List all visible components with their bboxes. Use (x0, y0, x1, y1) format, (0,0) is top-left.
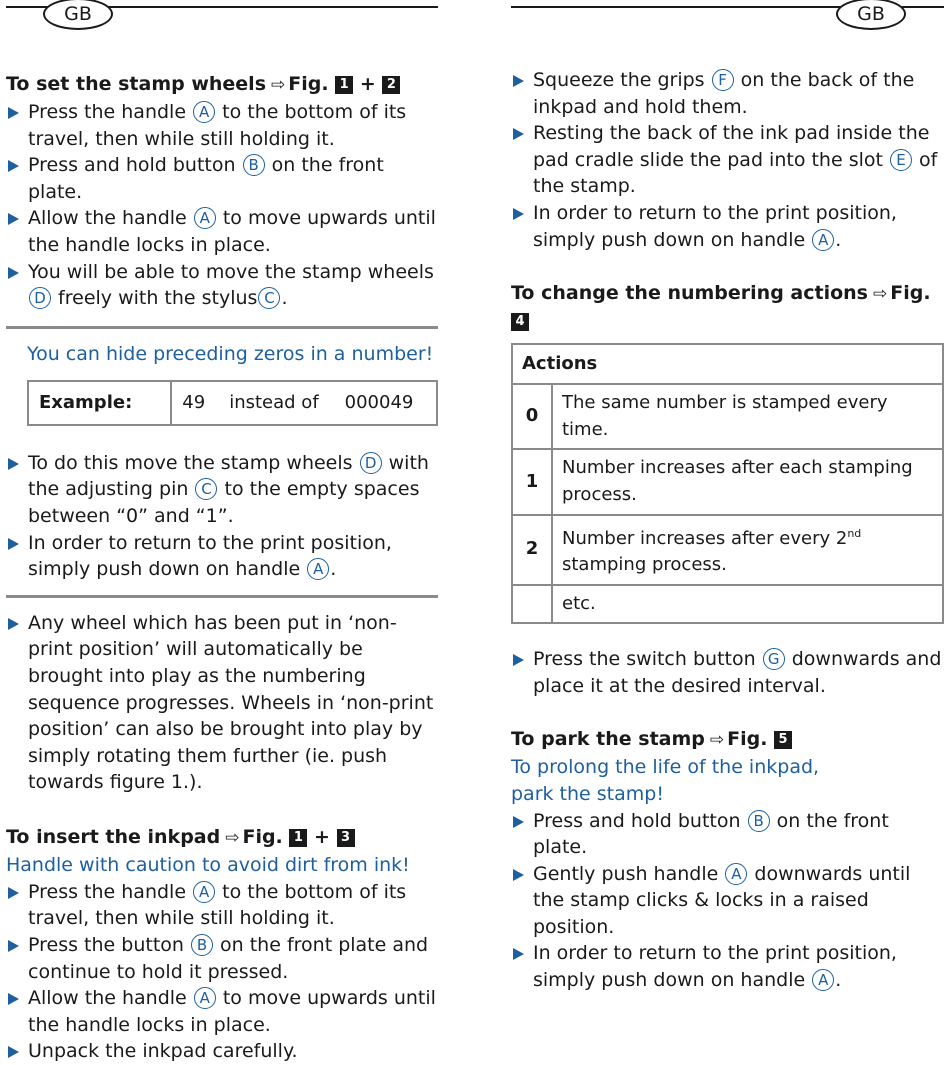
list-item: Resting the back of the ink pad inside the pad cradle slide the pad into the slot E of the stamp. (511, 120, 944, 200)
instruction-list (6, 610, 438, 796)
callout-letter: C (195, 478, 217, 500)
callout-letter: A (194, 987, 216, 1009)
callout-letter: B (243, 154, 265, 176)
callout-letter: D (360, 452, 382, 474)
action-description: etc. (552, 585, 943, 624)
left-column (6, 0, 438, 1065)
action-description: Number increases after each stamping process. (552, 449, 943, 514)
list-item: In order to return to the print position, simply push down on handle A . (511, 200, 944, 253)
list-item: Press the button B on the front plate and continue to hold it pressed. (6, 932, 438, 985)
figure-number-badge: 1 (289, 829, 307, 847)
fig-label: Fig. (727, 727, 768, 750)
right-column (511, 0, 944, 994)
plus-sign: + (359, 73, 376, 95)
callout-letter: D (29, 287, 51, 309)
list-item: Any wheel which has been put in ‘non-print position’ will automatically be brought into play as the numbering sequence progresses. Wheels in ‘non-print position’ can also be brought into play by simply rotating them further (ie. push towards figure 1.). (6, 610, 438, 796)
list-item: To do this move the stamp wheels D with the adjusting pin C to the empty spaces between “0” and “1”. (6, 450, 438, 530)
example-table (27, 380, 438, 426)
section-divider (6, 595, 438, 598)
section-heading-insert-inkpad (6, 824, 438, 852)
example-value: 49 instead of 000049 (171, 381, 437, 425)
action-description: Number increases after every 2nd stamping process. (552, 515, 943, 585)
caution-text: Handle with caution to avoid dirt from ink! (6, 853, 410, 876)
list-item: Press and hold button B on the front plate. (6, 152, 438, 205)
instruction-list (511, 67, 944, 253)
callout-letter: B (191, 934, 213, 956)
arrow-right-icon: ⇨ (709, 729, 725, 750)
list-item: Unpack the inkpad carefully. (6, 1038, 438, 1065)
list-item: Squeeze the grips F on the back of the inkpad and hold them. (511, 67, 944, 120)
section-heading-numbering-actions (511, 280, 944, 335)
instruction-list (6, 879, 438, 1065)
list-item: In order to return to the print position, simply push down on handle A . (6, 530, 438, 583)
tip-text: You can hide preceding zeros in a number! (27, 342, 434, 365)
section-divider (6, 326, 438, 329)
callout-letter: A (307, 558, 329, 580)
list-item: Gently push handle A downwards until the stamp clicks & locks in a raised position. (511, 861, 944, 941)
heading-text: To insert the inkpad (6, 825, 221, 848)
callout-letter: C (258, 287, 280, 309)
fig-label: Fig. (242, 825, 283, 848)
section-heading-park-stamp (511, 726, 944, 754)
figure-number-badge: 5 (774, 731, 792, 749)
heading-text: To set the stamp wheels (6, 73, 267, 95)
instruction-list (6, 450, 438, 583)
language-badge-right: GB (836, 0, 906, 30)
arrow-right-icon: ⇨ (872, 284, 888, 305)
callout-letter: A (812, 969, 834, 991)
table-header-row (512, 344, 943, 384)
table-row (512, 585, 943, 624)
example-label: Example: (28, 381, 171, 425)
instruction-list (511, 646, 944, 699)
callout-letter: A (812, 229, 834, 251)
action-number: 0 (512, 384, 552, 449)
list-item: Press and hold button B on the front plate. (511, 808, 944, 861)
park-tip-line-1: To prolong the life of the inkpad, (511, 755, 820, 778)
list-item: Press the handle A to the bottom of its travel, then while still holding it. (6, 879, 438, 932)
table-row (512, 515, 943, 585)
arrow-right-icon: ⇨ (225, 827, 240, 848)
list-item: Allow the handle A to move upwards until the handle locks in place. (6, 205, 438, 258)
figure-number-badge: 1 (335, 76, 353, 94)
heading-text: To park the stamp (511, 727, 705, 750)
callout-letter: G (763, 648, 785, 670)
fig-label: Fig. (288, 73, 329, 95)
actions-table (511, 343, 944, 624)
arrow-right-icon: ⇨ (271, 75, 286, 95)
heading-text: To change the numbering actions (511, 282, 868, 305)
callout-letter: B (748, 810, 770, 832)
table-row (512, 384, 943, 449)
list-item: Press the switch button G downwards and place it at the desired interval. (511, 646, 944, 699)
figure-number-badge: 4 (511, 313, 529, 331)
action-number: 2 (512, 515, 552, 585)
action-number: 1 (512, 449, 552, 514)
callout-letter: A (193, 101, 215, 123)
callout-letter: A (194, 207, 216, 229)
instruction-list (511, 808, 944, 994)
park-tip-line-2: park the stamp! (511, 782, 664, 805)
list-item: Press the handle A to the bottom of its travel, then while still holding it. (6, 99, 438, 152)
list-item: Allow the handle A to move upwards until the handle locks in place. (6, 985, 438, 1038)
language-badge-left: GB (43, 0, 113, 30)
action-description: The same number is stamped every time. (552, 384, 943, 449)
callout-letter: A (725, 863, 747, 885)
section-heading-set-stamp-wheels (6, 71, 438, 99)
instruction-list (6, 99, 438, 312)
list-item: In order to return to the print position, simply push down on handle A . (511, 940, 944, 993)
action-number (512, 585, 552, 624)
callout-letter: E (890, 149, 912, 171)
figure-number-badge: 2 (382, 76, 400, 94)
callout-letter: A (193, 881, 215, 903)
table-header: Actions (512, 344, 943, 384)
callout-letter: F (712, 69, 734, 91)
list-item: You will be able to move the stamp wheels D freely with the stylus C . (6, 259, 438, 312)
figure-number-badge: 3 (337, 829, 355, 847)
fig-label: Fig. (890, 282, 931, 305)
table-row (512, 449, 943, 514)
plus-sign: + (314, 825, 330, 848)
